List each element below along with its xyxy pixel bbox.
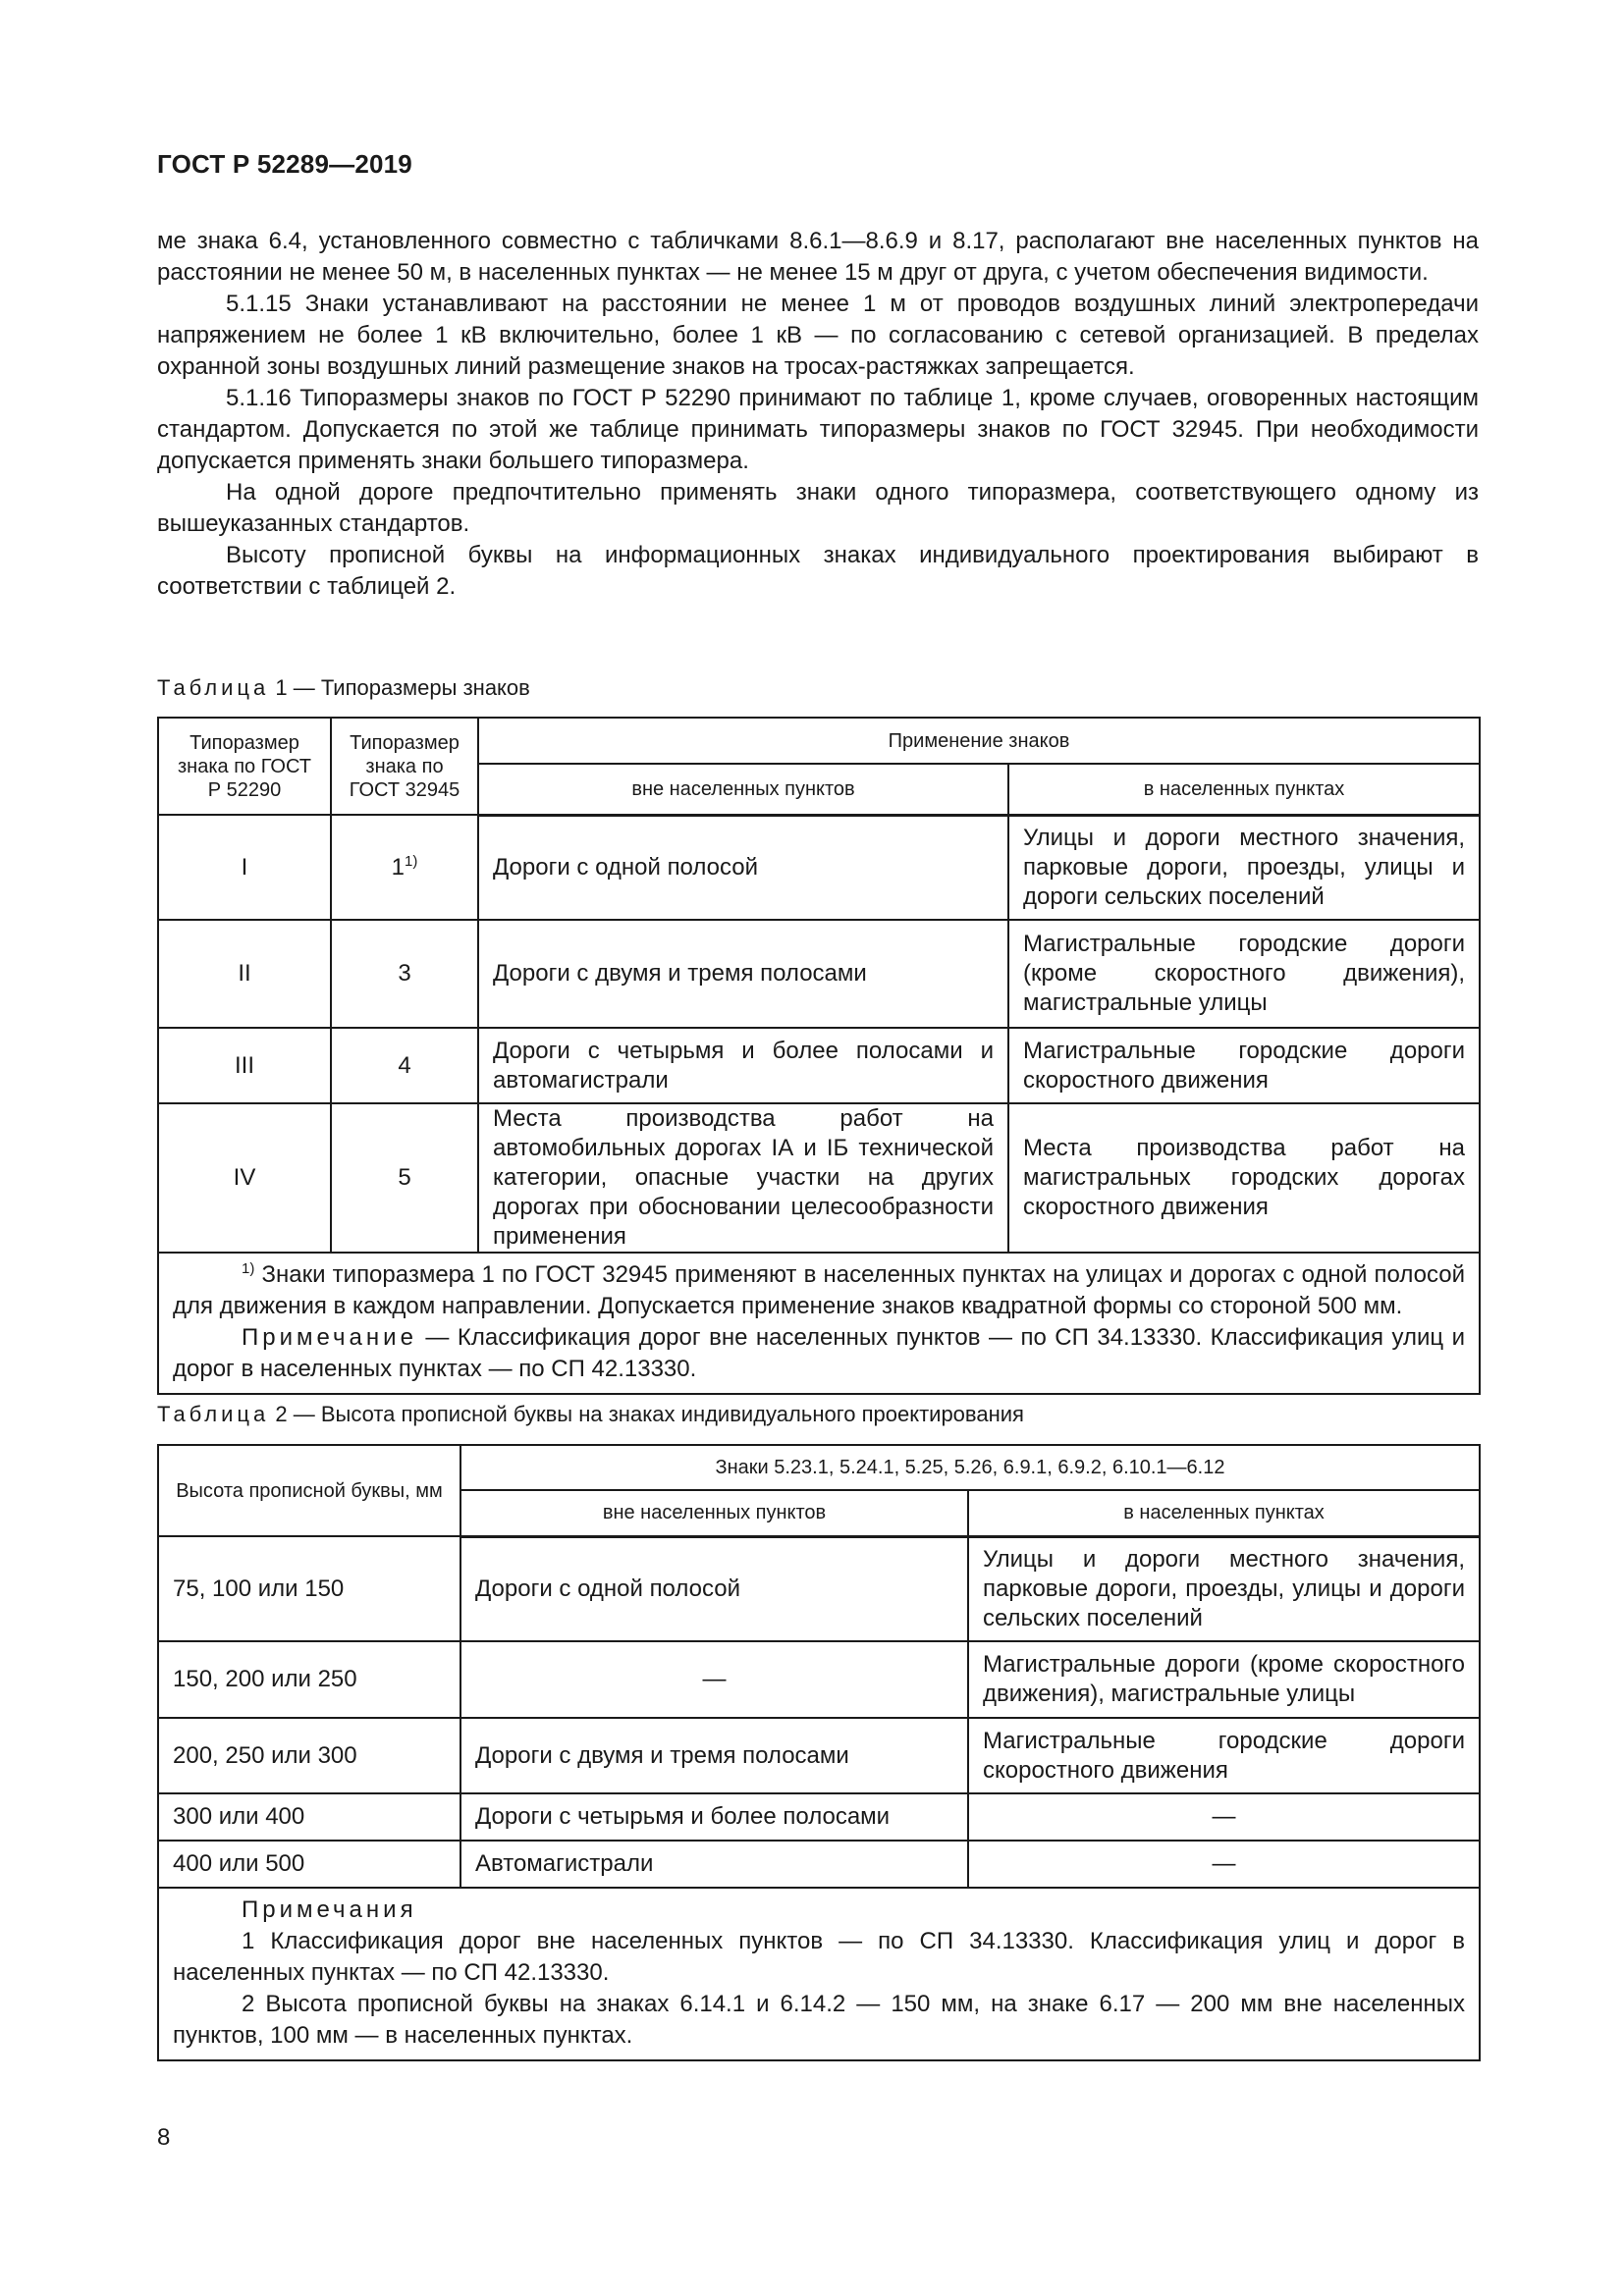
table-row: 150, 200 или 250 — Магистральные дороги (кроме скоростного движения), магистральные улицы: [158, 1641, 1480, 1718]
table2-note: 2 Высота прописной буквы на знаках 6.14.1 и 6.14.2 — 150 мм, на знаке 6.17 — 200 мм вне населенных пунктов, 100 мм — в населенных пунктах.: [173, 1991, 1465, 2049]
table-row: IV 5 Места производства работ на автомобильных дорогах IА и IБ технической категории, опасные участки на других дорогах при обосновании целесообразности применения Места производства работ на магистральных городских дорогах скоростного движения: [158, 1103, 1480, 1253]
table-row: III 4 Дороги с четырьмя и более полосами и автомагистрали Магистральные городские дороги скоростного движения: [158, 1028, 1480, 1103]
table1-header-col1: Типоразмер знака по ГОСТ Р 52290: [158, 718, 331, 815]
table1-header-group: Применение знаков: [478, 718, 1480, 764]
table1: [157, 717, 1481, 1395]
table2: [157, 1444, 1481, 2061]
paragraph: На одной дороге предпочтительно применять знаки одного типоразмера, соответствующего одному из вышеуказанных стандартов.: [157, 479, 1479, 537]
table2-header-group: Знаки 5.23.1, 5.24.1, 5.25, 5.26, 6.9.1, 6.9.2, 6.10.1—6.12: [460, 1445, 1480, 1490]
table2-notes-title: Примечания: [242, 1896, 417, 1923]
table2-header-sub2: в населенных пунктах: [968, 1490, 1480, 1536]
page-number: 8: [157, 2124, 171, 2151]
body-text: [157, 226, 1479, 603]
paragraph: ме знака 6.4, установленного совместно с табличками 8.6.1—8.6.9 и 8.17, располагают вне населенных пунктов на расстоянии не менее 50 м, в населенных пунктах — не менее 15 м друг от друга, с учетом обеспечения видимости.: [157, 228, 1479, 286]
table-row: II 3 Дороги с двумя и тремя полосами Магистральные городские дороги (кроме скоростного движения), магистральные улицы: [158, 920, 1480, 1028]
page-header: ГОСТ Р 52289—2019: [157, 149, 412, 179]
paragraph: 5.1.16 Типоразмеры знаков по ГОСТ Р 52290 принимают по таблице 1, кроме случаев, оговоренных настоящим стандартом. Допускается по этой же таблице принимать типоразмеры знаков по ГОСТ 32945. При необходимости допускается применять знаки большего типоразмера.: [157, 385, 1479, 474]
table2-header-sub1: вне населенных пунктов: [460, 1490, 968, 1536]
paragraph: Высоту прописной буквы на информационных знаках индивидуального проектирования выбирают в соответствии с таблицей 2.: [157, 542, 1479, 600]
table1-note: Примечание — Классификация дорог вне населенных пунктов — по СП 34.13330. Классификация улиц и дорог в населенных пунктах — по СП 42.13330.: [173, 1324, 1466, 1382]
table1-header-sub1: вне населенных пунктов: [478, 764, 1008, 815]
table-row: 400 или 500 Автомагистрали —: [158, 1841, 1480, 1888]
paragraph: 5.1.15 Знаки устанавливают на расстоянии не менее 1 м от проводов воздушных линий электропередачи напряжением не более 1 кВ включительно, более 1 кВ — по согласованию с сетевой организацией. В пределах охранной зоны воздушных линий размещение знаков на тросах-растяжках запрещается.: [157, 291, 1479, 380]
table2-note: 1 Классификация дорог вне населенных пунктов — по СП 34.13330. Классификация улиц и дорог в населенных пунктах — по СП 42.13330.: [173, 1928, 1465, 1986]
table2-header-col1: Высота прописной буквы, мм: [158, 1445, 460, 1536]
table-row: I 1$^{1)}$ Дороги с одной полосой Улицы и дороги местного значения, парковые дороги, проезды, улицы и дороги сельских поселений: [158, 815, 1480, 920]
table2-caption: Таблица 2 — Высота прописной буквы на знаках индивидуального проектирования: [157, 1402, 1024, 1426]
table2-notes: [158, 1888, 1480, 2060]
table1-notes: [158, 1253, 1480, 1394]
table-row: 300 или 400 Дороги с четырьмя и более полосами —: [158, 1793, 1480, 1841]
table1-header-sub2: в населенных пунктах: [1008, 764, 1480, 815]
table-row: 75, 100 или 150 Дороги с одной полосой Улицы и дороги местного значения, парковые дороги, проезды, улицы и дороги сельских поселений: [158, 1536, 1480, 1641]
table1-caption: Таблица 1 — Типоразмеры знаков: [157, 675, 530, 700]
table1-footnote: $^{1)}$ Знаки типоразмера 1 по ГОСТ 32945 применяют в населенных пунктах на улицах и дорогах с одной полосой для движения в каждом направлении. Допускается применение знаков квадратной формы со стороной 500 мм.: [173, 1260, 1466, 1319]
table-row: 200, 250 или 300 Дороги с двумя и тремя полосами Магистральные городские дороги скоростного движения: [158, 1718, 1480, 1793]
table1-header-col2: Типоразмер знака по ГОСТ 32945: [331, 718, 478, 815]
